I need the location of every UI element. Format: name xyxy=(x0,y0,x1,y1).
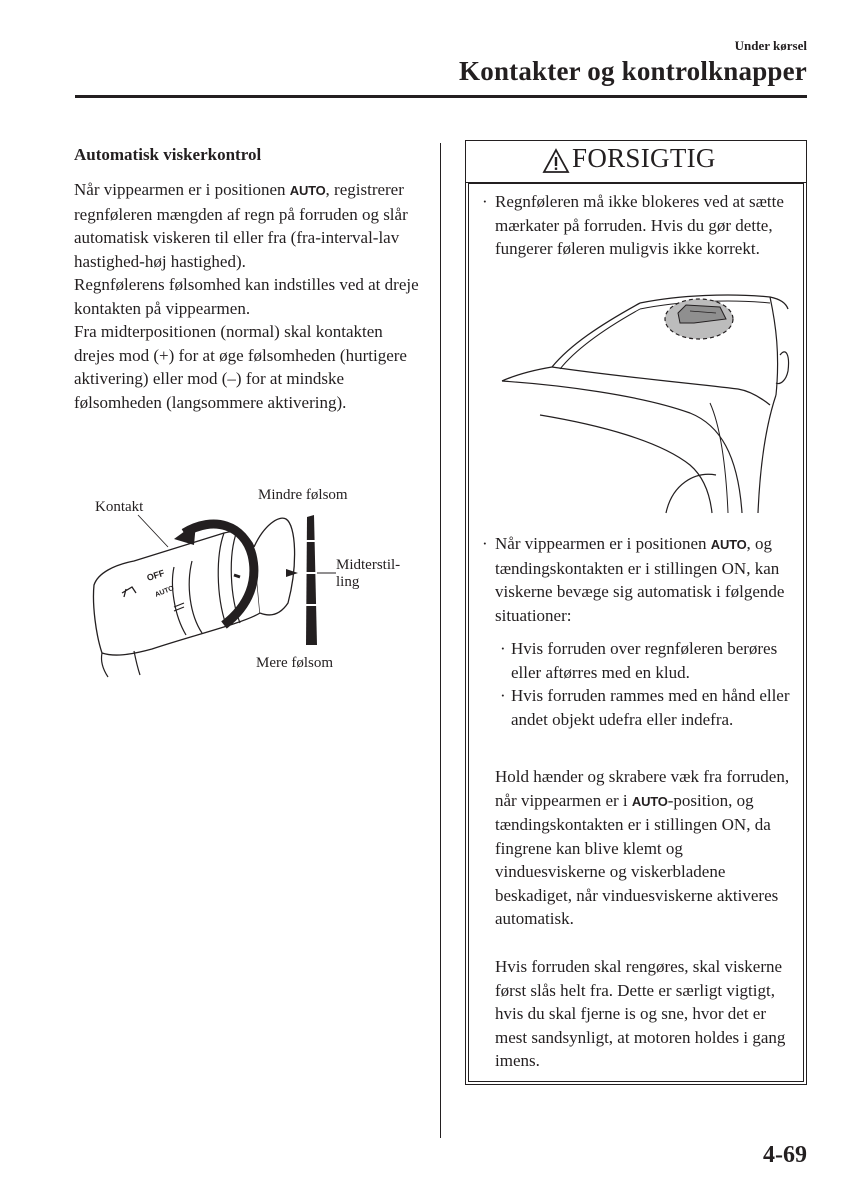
paragraph-text: , registrerer regnføleren mængden af regn på forruden og slår automatisk viskeren til eller fra (fra-interval-lav hastighed-høj hastighed). xyxy=(74,180,408,271)
caution-bullet-sensor xyxy=(482,190,797,261)
stalk-auto-label: AUTO xyxy=(154,584,176,599)
paragraph-text: Hold hænder og skrabere væk fra forruden, når vippearmen er i xyxy=(495,767,790,810)
label-mere-folsom: Mere følsom xyxy=(256,655,334,671)
sub-bullet-text: Hvis forruden rammes med en hånd eller andet objekt udefra eller indefra. xyxy=(511,686,790,729)
column-divider xyxy=(440,143,441,1138)
section-label: Under kørsel xyxy=(734,38,807,53)
bullet-dot: · xyxy=(482,534,488,553)
auto-keyword: AUTO xyxy=(631,793,668,809)
label-kontakt: Kontakt xyxy=(95,499,144,515)
paragraph-text: -position, og tændingskontakten er i stillingen ON, da fingrene kan blive klemt og vinduesviskerne og viskerbladene beskadiget, når vinduesviskerne aktiveres automatisk. xyxy=(495,790,779,928)
section-heading: Automatisk viskerkontrol xyxy=(74,145,262,164)
bullet-dot: · xyxy=(500,686,506,705)
caution-header xyxy=(466,141,806,183)
left-column xyxy=(74,144,419,414)
title-rule xyxy=(75,95,807,98)
sub-bullet-touch xyxy=(500,637,800,684)
auto-keyword: AUTO xyxy=(710,537,747,552)
wiper-stalk-figure xyxy=(74,485,419,680)
label-midterstilling xyxy=(336,557,400,591)
bullet-text: Regnføleren må ikke blokeres ved at sætte mærkater på forruden. Hvis du gør dette, fungerer føleren muligvis ikke korrekt. xyxy=(495,192,784,258)
windshield-illustration xyxy=(480,285,792,515)
bullet-text-part: , og tændingskontakten er i stillingen ON, kan viskerne bevæge sig automatisk i følgende situationer: xyxy=(495,534,785,625)
bullet-text-part: Når vippearmen er i positionen xyxy=(495,534,711,553)
sub-bullet-text: Hvis forruden over regnføleren berøres eller aftørres med en klud. xyxy=(511,639,778,682)
bullet-dot: · xyxy=(500,639,506,658)
label-mindre-folsom: Mindre følsom xyxy=(258,487,348,503)
auto-keyword: AUTO xyxy=(289,183,326,198)
paragraph-text: Når vippearmen er i positionen xyxy=(74,180,290,199)
page-title: Kontakter og kontrolknapper xyxy=(459,56,807,86)
caution-paragraph-cleaning: Hvis forruden skal rengøres, skal viskerne først slås helt fra. Dette er særligt vigtigt, hvis du skal fjerne is og sne, hvor det er mest sandsynligt, at motoren holdes i gang imens. xyxy=(495,957,786,1070)
bullet-dot: · xyxy=(482,192,488,211)
stalk-off-label: OFF xyxy=(145,567,166,583)
sub-bullet-impact xyxy=(500,684,800,731)
rain-sensor-icon xyxy=(678,305,726,323)
caution-title: FORSIGTIG xyxy=(572,143,716,173)
paragraph-sensitivity: Regnfølerens følsomhed kan indstilles ved at dreje kontakten på vippearmen. xyxy=(74,275,419,318)
paragraph-adjustment: Fra midterpositionen (normal) skal kontakten drejes mod (+) for at øge følsomheden (hurtigere aktivering) eller mod (–) for at mindske følsomheden (langsommere aktivering). xyxy=(74,322,407,412)
paragraph-auto-description xyxy=(74,178,419,273)
warning-triangle-icon xyxy=(542,148,570,174)
caution-sub-bullets xyxy=(500,637,800,731)
sensitivity-scale xyxy=(306,515,317,645)
label-midterstilling-line2: ling xyxy=(336,574,360,590)
caution-paragraph-hands xyxy=(495,765,795,931)
label-midterstilling-line1: Midterstil- xyxy=(336,557,401,573)
page-number: 4-69 xyxy=(763,1142,807,1168)
caution-bullet-auto xyxy=(482,532,797,627)
windshield-figure xyxy=(480,285,792,515)
bullet-text xyxy=(482,532,797,627)
